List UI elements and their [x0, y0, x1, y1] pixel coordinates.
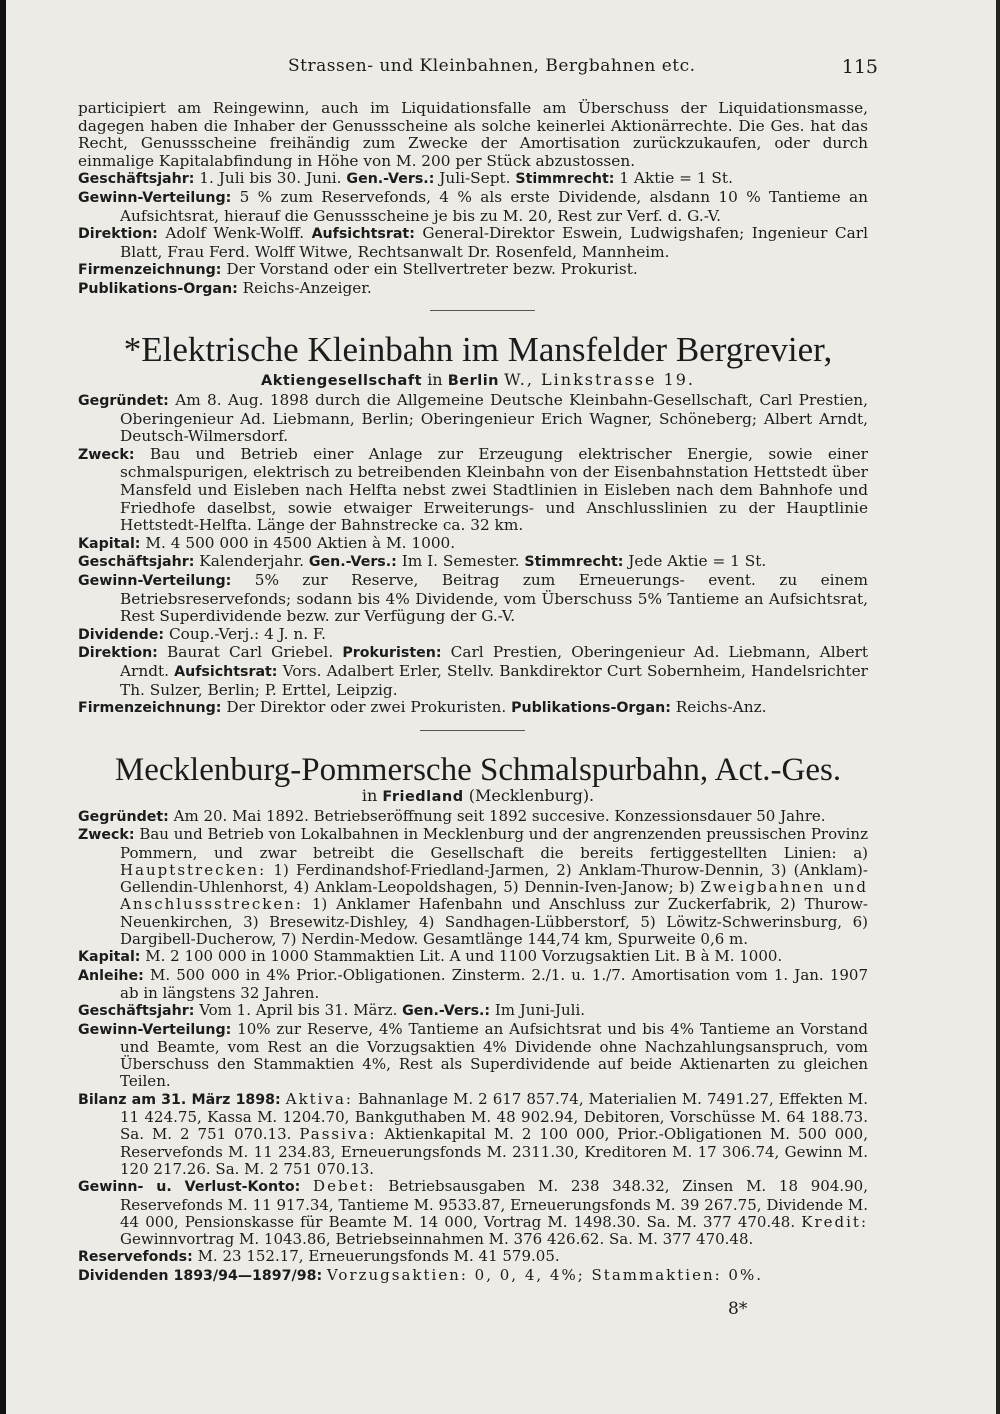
value: 1) Ferdinandshof-Friedland-Jarmen, 2) Anklam-Thurow-Dennin, 3) (Anklam)-Gellendin-Uhlenhorst, 4) Anklam-Leopoldshagen, 5) Dennin-Iven-Janow; b) — [120, 860, 868, 897]
label: Reservefonds: — [78, 1249, 193, 1266]
value: Bahnanlage M. 2 617 857.74, Materialien M. 7491.27, Effekten M. 11 424.75, Kassa M. 1204.70, Bankguthaben M. 48 902.94, Debitoren, Vorschüsse M. 64 188.73. Sa. M. 2 751 070.13. — [120, 1089, 868, 1144]
label: Stimmrecht: — [524, 554, 624, 571]
value: Reichs-Anz. — [675, 698, 767, 717]
label: Dividenden 1893/94—1897/98: — [78, 1267, 323, 1284]
prev-gewinn — [78, 189, 868, 225]
prev-direktion — [78, 225, 868, 261]
label: Gewinn-Verteilung: — [78, 1021, 232, 1038]
prev-entry — [78, 100, 868, 299]
value: Der Vorstand oder ein Stellvertreter bezw. Prokurist. — [226, 260, 638, 279]
city: Friedland — [382, 789, 464, 805]
label: Direktion: — [78, 226, 158, 243]
label: Geschäftsjahr: — [78, 1003, 195, 1020]
value: Vom 1. April bis 31. März. — [199, 1001, 398, 1020]
value: Im Juni-Juli. — [494, 1001, 586, 1020]
spaced-heading: Aktiva: — [285, 1089, 353, 1108]
entry1-body — [78, 392, 868, 718]
word-in: in — [361, 786, 378, 805]
value: Kalenderjahr. — [199, 552, 304, 571]
gewinn-verteilung — [78, 1021, 868, 1091]
word-in: in — [427, 370, 443, 389]
value: Vorzugsaktien: 0, 0, 4, 4%; Stammaktien: 0%. — [326, 1265, 763, 1284]
value: Im I. Semester. — [401, 552, 520, 571]
entry2-title: Mecklenburg-Pommersche Schmalspurbahn, Act.-Ges. — [114, 752, 842, 788]
label: Anleihe: — [78, 967, 144, 984]
value: Aktienkapital M. 2 100 000, Prior.-Obligationen M. 500 000, Reservefonds M. 11 234.83, Erneuerungsfonds M. 2311.30, Kreditoren M. 17 306.74, Gewinn M. 120 217.26. Sa. M. 2 751 070.13. — [120, 1125, 868, 1178]
value: 1 Aktie = 1 St. — [619, 169, 733, 188]
label: Gen.-Vers.: — [346, 171, 435, 188]
scan-edge-left — [0, 0, 6, 1414]
signature-mark: 8* — [728, 1299, 748, 1319]
label: Firmenzeichnung: — [78, 700, 222, 717]
label: Gen.-Vers.: — [308, 554, 397, 571]
label: Firmenzeichnung: — [78, 262, 222, 279]
label: Gegründet: — [78, 393, 169, 409]
separator-rule — [430, 310, 535, 311]
prev-geschaeftsjahr — [78, 170, 868, 189]
prev-publikations-organ — [78, 280, 868, 299]
zweck — [78, 826, 868, 948]
firm-type: Aktiengesellschaft — [260, 373, 423, 389]
label: Zweck: — [78, 827, 135, 844]
region: (Mecklenburg). — [468, 786, 595, 805]
label: Kapital: — [78, 949, 141, 966]
value: Vors. Adalbert Erler, Stellv. Bankdirektor Curt Sobernheim, Handelsrichter Th. Sulzer, Berlin; P. Erttel, Leipzig. — [120, 661, 868, 699]
value: Juli-Sept. — [439, 169, 511, 188]
spaced-heading: Debet: — [313, 1177, 376, 1196]
anleihe — [78, 967, 868, 1003]
firmenzeichnung — [78, 699, 868, 718]
spaced-heading: Hauptstrecken: — [120, 860, 267, 879]
direktion — [78, 644, 868, 699]
dividenden — [78, 1267, 868, 1285]
entry1-title: *Elektrische Kleinbahn im Mansfelder Bergrevier, — [123, 330, 833, 369]
reservefonds — [78, 1248, 868, 1266]
label: Direktion: — [78, 645, 158, 662]
value: 1) Anklamer Hafenbahn und Anschluss zur Zuckerfabrik, 2) Thurow-Neuenkirchen, 3) Bresewitz-Dishley, 4) Sandhagen-Lübberstorf, 5) Löwitz-Schwerinsburg, 6) Dargibell-Ducherow, 7) Nerdin-Medow. Gesamtlänge 144,74 km, Spurweite 0,6 m. — [120, 895, 868, 949]
gegruendet — [78, 808, 868, 826]
dividende — [78, 626, 868, 645]
page-number: 115 — [841, 56, 878, 78]
zweck — [78, 446, 868, 535]
label: Gewinn-Verteilung: — [78, 189, 232, 206]
prev-entry-text: participiert am Reingewinn, auch im Liquidationsfalle am Überschuss der Liquidationsmasse, dagegen haben die Inhaber der Genussscheine als solche keinerlei Aktionärrechte. Die Ges. hat das Recht, Genussscheine freihändig zum Zwecke der Amortisation zurückzukaufen, oder durch einmalige Kapitalabfindung in Höhe von M. 200 per Stück abzustossen. — [78, 99, 868, 170]
label: Stimmrecht: — [515, 171, 615, 188]
scan-edge-right — [996, 0, 1000, 1414]
label: Aufsichtsrat: — [174, 663, 278, 680]
label: Aufsichtsrat: — [311, 226, 415, 243]
value: Baurat Carl Griebel. — [167, 643, 334, 662]
label: Zweck: — [78, 446, 135, 463]
label: Geschäftsjahr: — [78, 554, 195, 571]
address: W., Linkstrasse 19. — [504, 370, 696, 389]
label: Publikations-Organ: — [511, 700, 671, 717]
spaced-heading: Kredit: — [801, 1212, 868, 1231]
label: Bilanz am 31. März 1898: — [78, 1091, 281, 1108]
entry2-subtitle — [78, 786, 878, 805]
value: Der Direktor oder zwei Prokuristen. — [226, 698, 507, 717]
value: Adolf Wenk-Wolff. — [165, 224, 305, 243]
value: Betriebsausgaben M. 238 348.32, Zinsen M. 18 904.90, Reservefonds M. 11 917.34, Tantieme M. 9533.87, Erneuerungsfonds M. 39 267.75, Dividende M. 44 000, Pensionskasse für Beamte M. 14 000, Vortrag M. 1498.30. Sa. M. 377 470.48. — [120, 1177, 868, 1231]
city: Berlin — [447, 373, 500, 389]
entry2-body — [78, 808, 868, 1285]
value: Coup.-Verj.: 4 J. n. F. — [168, 624, 327, 643]
value: Reichs-Anzeiger. — [242, 278, 372, 297]
value: 10% zur Reserve, 4% Tantieme an Aufsichtsrat und bis 4% Tantieme an Vorstand und Beamte, vom Rest an die Vorzugsaktien 4% Dividende ohne Nachzahlungsanspruch, vom Überschuss den Stammaktien 4%, Rest als Superdividende auf beide Aktienarten zu gleichen Teilen. — [120, 1019, 868, 1091]
value: General-Direktor Eswein, Ludwigshafen; Ingenieur Carl Blatt, Frau Ferd. Wolff Witwe, Rechtsanwalt Dr. Rosenfeld, Mannheim. — [120, 224, 868, 261]
value: 1. Juli bis 30. Juni. — [199, 169, 342, 188]
label: Geschäftsjahr: — [78, 171, 195, 188]
value: Bau und Betrieb einer Anlage zur Erzeugung elektrischer Energie, sowie einer schmalspurigen, elektrisch zu betreibenden Kleinbahn von der Eisenbahnstation Hettstedt über Mansfeld und Eisleben nach Helfta nebst zwei Stadtlinien in Eisleben nach dem Bahnhofe und Friedhofe daselbst, sowie etwaiger Erweiterungs- und Anschlusslinien zu der Hauptlinie Hettstedt-Helfta. Länge der Bahnstrecke ca. 32 km. — [120, 444, 868, 535]
gewinn-verteilung — [78, 572, 868, 626]
value: M. 500 000 in 4% Prior.-Obligationen. Zinsterm. 2./1. u. 1./7. Amortisation vom 1. Jan. 1907 ab in längstens 32 Jahren. — [120, 965, 868, 1002]
value: M. 23 152.17, Erneuerungsfonds M. 41 579.05. — [197, 1247, 560, 1266]
gewinn-verlust-konto — [78, 1178, 868, 1248]
label: Gegründet: — [78, 809, 169, 825]
value: Carl Prestien, Oberingenieur Ad. Liebmann, Albert Arndt. — [120, 643, 868, 680]
value: Jede Aktie = 1 St. — [628, 552, 767, 571]
separator-rule — [420, 730, 525, 731]
spaced-heading: Zweigbahnen und Anschlussstrecken: — [120, 878, 868, 914]
value: Am 20. Mai 1892. Betriebseröffnung seit 1892 succesive. Konzessionsdauer 50 Jahre. — [173, 807, 826, 825]
entry1-subtitle — [78, 370, 878, 389]
label: Prokuristen: — [342, 645, 442, 662]
bilanz — [78, 1091, 868, 1178]
label: Dividende: — [78, 626, 165, 643]
label: Gewinn- u. Verlust-Konto: — [78, 1179, 301, 1196]
value: 5 % zum Reservefonds, 4 % als erste Dividende, alsdann 10 % Tantieme an Aufsichtsrat, hierauf die Genussscheine je bis zu M. 20, Rest zur Verf. d. G.-V. — [120, 187, 868, 225]
value: M. 2 100 000 in 1000 Stammaktien Lit. A und 1100 Vorzugsaktien Lit. B à M. 1000. — [145, 947, 783, 966]
label: Publikations-Organ: — [78, 280, 238, 297]
label: Gen.-Vers.: — [402, 1003, 491, 1020]
label: Gewinn-Verteilung: — [78, 572, 232, 589]
value: 5% zur Reserve, Beitrag zum Erneuerungs- event. zu einem Betriebsreservefonds; sodann bis 4% Dividende, vom Überschuss 5% Tantieme an Aufsichtsrat, Rest Superdividende bezw. zur Verfügung der G.-V. — [120, 570, 868, 626]
value: Am 8. Aug. 1898 durch die Allgemeine Deutsche Kleinbahn-Gesellschaft, Carl Prestien, Oberingenieur Ad. Liebmann, Berlin; Oberingenieur Erich Wagner, Schöneberg; Albert Arndt, Deutsch-Wilmersdorf. — [120, 391, 868, 446]
prev-firmenzeichnung — [78, 261, 868, 280]
value: Bau und Betrieb von Lokalbahnen in Mecklenburg und der angrenzenden preussischen Provinz Pommern, und zwar betreibt die Gesellschaft die bereits fertiggestellten Linien: a) — [120, 825, 868, 862]
label: Kapital: — [78, 535, 141, 552]
value: Gewinnvortrag M. 1043.86, Betriebseinnahmen M. 376 426.62. Sa. M. 377 470.48. — [120, 1230, 754, 1249]
geschaeftsjahr — [78, 1002, 868, 1020]
spaced-heading: Passiva: — [299, 1125, 377, 1144]
running-head: Strassen- und Kleinbahnen, Bergbahnen etc. — [288, 56, 696, 76]
geschaeftsjahr — [78, 553, 868, 572]
gegruendet — [78, 392, 868, 446]
value: M. 4 500 000 in 4500 Aktien à M. 1000. — [145, 533, 456, 552]
kapital — [78, 535, 868, 554]
page-header — [78, 56, 878, 86]
kapital — [78, 948, 868, 966]
